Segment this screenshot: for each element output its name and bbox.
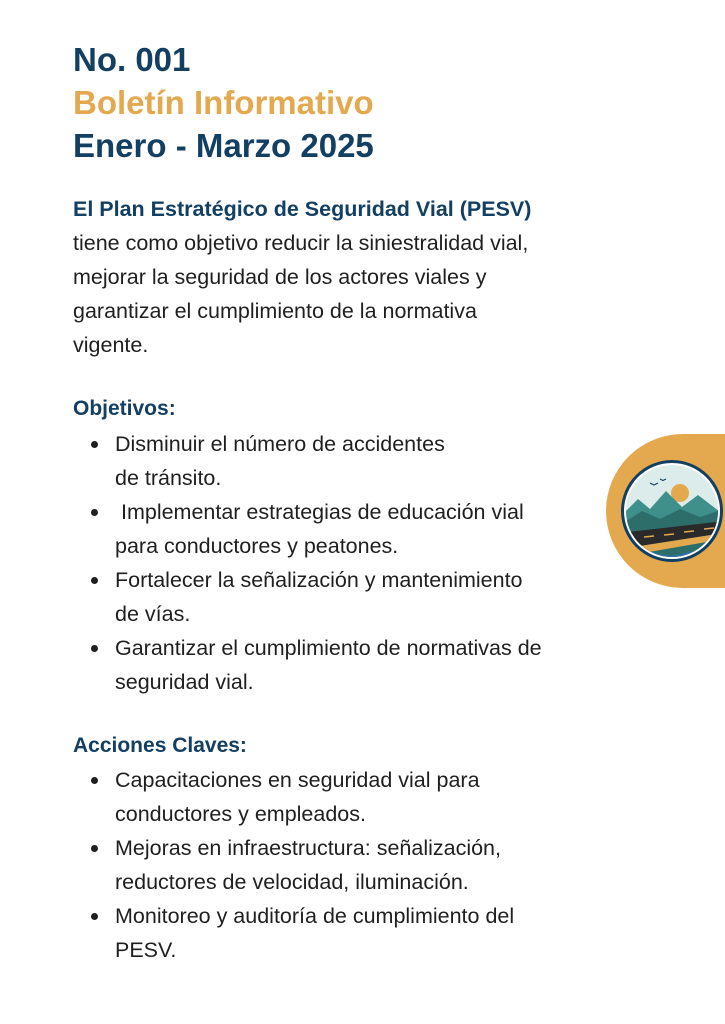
list-item-line: conductores y empleados. (115, 802, 366, 826)
list-item-line: de vías. (115, 602, 191, 626)
list-item-line: Capacitaciones en seguridad vial para (115, 768, 480, 792)
intro-line: mejorar la seguridad de los actores viales y (73, 265, 487, 289)
list-item (73, 495, 542, 563)
list-item-line: PESV. (115, 938, 177, 962)
list-item-line: para conductores y peatones. (115, 534, 399, 558)
intro-paragraph (73, 192, 653, 362)
objectives-list (73, 427, 542, 699)
list-item (73, 631, 542, 699)
list-item-line: seguridad vial. (115, 670, 254, 694)
list-item-line: Disminuir el número de accidentes (115, 432, 445, 456)
objectives-heading: Objetivos: (73, 397, 176, 420)
list-item (73, 763, 514, 831)
list-item (73, 899, 514, 967)
list-item-line: reductores de velocidad, iluminación. (115, 870, 469, 894)
list-item-line: Fortalecer la señalización y mantenimiento (115, 568, 523, 592)
list-item (73, 831, 514, 899)
bulletin-period: Enero - Marzo 2025 (73, 127, 374, 164)
bulletin-title: Boletín Informativo (73, 84, 374, 121)
list-item (73, 563, 542, 631)
actions-list (73, 763, 514, 967)
bulletin-number: No. 001 (73, 41, 191, 78)
intro-line: tiene como objetivo reducir la siniestralidad vial, (73, 231, 529, 255)
decorative-badge (606, 434, 725, 588)
list-item-line: Implementar estrategias de educación vial (115, 500, 524, 524)
list-item-line: de tránsito. (115, 466, 222, 490)
road-landscape-icon (620, 459, 724, 563)
list-item-line: Mejoras en infraestructura: señalización, (115, 836, 501, 860)
list-item-line: Garantizar el cumplimiento de normativas de (115, 636, 542, 660)
actions-heading: Acciones Claves: (73, 734, 247, 757)
list-item (73, 427, 542, 495)
intro-line: vigente. (73, 333, 149, 357)
intro-line: garantizar el cumplimiento de la normativa (73, 299, 477, 323)
bulletin-header (73, 38, 374, 167)
list-item-line: Monitoreo y auditoría de cumplimiento del (115, 904, 515, 928)
intro-lead: El Plan Estratégico de Seguridad Vial (PESV) (73, 197, 532, 221)
